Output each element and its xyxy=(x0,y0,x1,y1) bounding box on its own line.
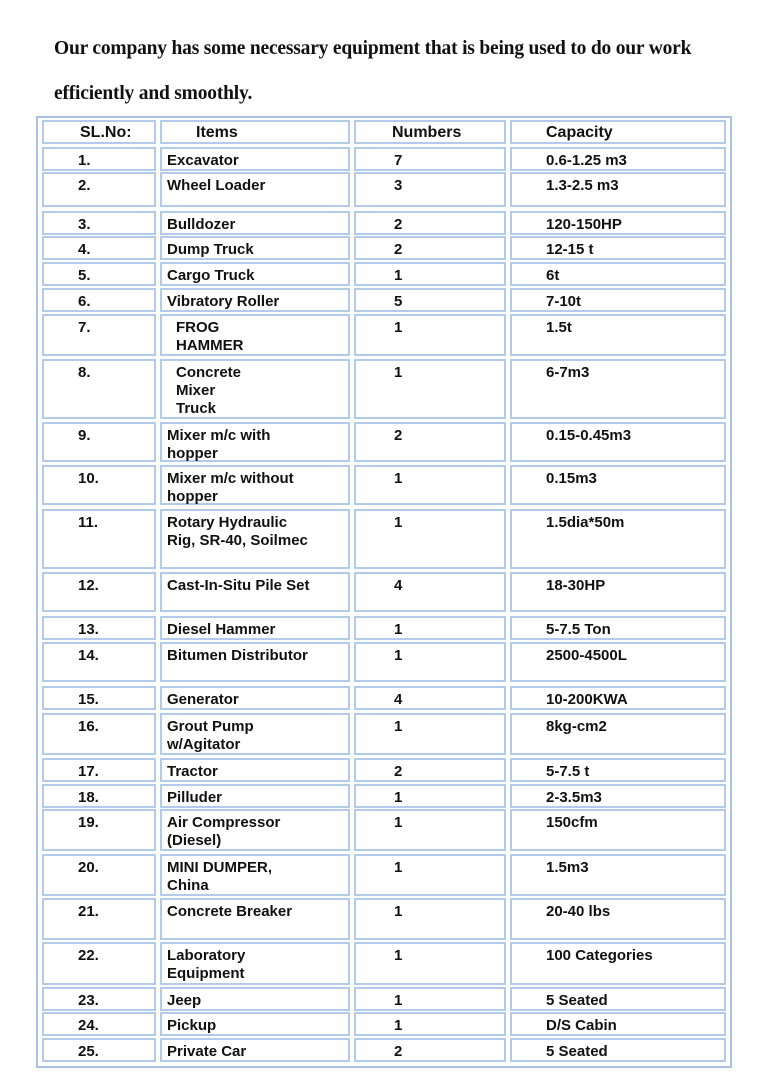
cell-capacity: 0.15m3 xyxy=(510,465,726,505)
cell-numbers: 1 xyxy=(354,713,506,755)
cell-sl: 4. xyxy=(42,236,156,260)
cell-capacity: 8kg-cm2 xyxy=(510,713,726,755)
cell-numbers: 1 xyxy=(354,898,506,940)
cell-capacity: D/S Cabin xyxy=(510,1012,726,1036)
cell-sl: 1. xyxy=(42,147,156,171)
cell-item: Wheel Loader xyxy=(160,172,350,207)
cell-sl: 24. xyxy=(42,1012,156,1036)
cell-capacity: 2-3.5m3 xyxy=(510,784,726,808)
cell-sl: 9. xyxy=(42,422,156,462)
cell-item: Diesel Hammer xyxy=(160,616,350,640)
cell-numbers: 1 xyxy=(354,809,506,851)
cell-item: Laboratory Equipment xyxy=(160,942,350,985)
cell-numbers: 1 xyxy=(354,262,506,286)
cell-sl: 7. xyxy=(42,314,156,356)
cell-capacity: 1.5t xyxy=(510,314,726,356)
cell-numbers: 7 xyxy=(354,147,506,171)
cell-capacity: 5 Seated xyxy=(510,1038,726,1062)
header-capacity: Capacity xyxy=(510,120,726,144)
cell-numbers: 2 xyxy=(354,422,506,462)
cell-capacity: 150cfm xyxy=(510,809,726,851)
cell-numbers: 1 xyxy=(354,509,506,569)
cell-numbers: 5 xyxy=(354,288,506,312)
cell-sl: 8. xyxy=(42,359,156,419)
cell-item: Tractor xyxy=(160,758,350,782)
cell-item: Dump Truck xyxy=(160,236,350,260)
header-sl: SL.No: xyxy=(42,120,156,144)
cell-item: FROG HAMMER xyxy=(160,314,350,356)
cell-capacity: 7-10t xyxy=(510,288,726,312)
cell-item: Cargo Truck xyxy=(160,262,350,286)
cell-numbers: 3 xyxy=(354,172,506,207)
cell-item: Generator xyxy=(160,686,350,710)
cell-item: Mixer m/c with hopper xyxy=(160,422,350,462)
intro-line-1: Our company has some necessary equipment that is being used to do our work xyxy=(54,38,692,59)
cell-item: Pilluder xyxy=(160,784,350,808)
cell-sl: 3. xyxy=(42,211,156,235)
cell-item: Bulldozer xyxy=(160,211,350,235)
cell-capacity: 0.6-1.25 m3 xyxy=(510,147,726,171)
cell-sl: 21. xyxy=(42,898,156,940)
cell-capacity: 0.15-0.45m3 xyxy=(510,422,726,462)
cell-item: Air Compressor (Diesel) xyxy=(160,809,350,851)
cell-sl: 25. xyxy=(42,1038,156,1062)
cell-capacity: 5-7.5 t xyxy=(510,758,726,782)
cell-item: Mixer m/c without hopper xyxy=(160,465,350,505)
cell-numbers: 1 xyxy=(354,465,506,505)
cell-numbers: 1 xyxy=(354,616,506,640)
cell-sl: 22. xyxy=(42,942,156,985)
cell-item: Concrete Breaker xyxy=(160,898,350,940)
cell-sl: 2. xyxy=(42,172,156,207)
cell-item: Grout Pump w/Agitator xyxy=(160,713,350,755)
cell-numbers: 1 xyxy=(354,314,506,356)
cell-sl: 18. xyxy=(42,784,156,808)
header-numbers: Numbers xyxy=(354,120,506,144)
cell-sl: 12. xyxy=(42,572,156,612)
header-item: Items xyxy=(160,120,350,144)
intro-line-2: efficiently and smoothly. xyxy=(54,83,253,104)
cell-numbers: 1 xyxy=(354,1012,506,1036)
cell-numbers: 2 xyxy=(354,1038,506,1062)
cell-capacity: 100 Categories xyxy=(510,942,726,985)
cell-numbers: 2 xyxy=(354,758,506,782)
cell-sl: 17. xyxy=(42,758,156,782)
cell-capacity: 5 Seated xyxy=(510,987,726,1011)
cell-capacity: 20-40 lbs xyxy=(510,898,726,940)
cell-sl: 19. xyxy=(42,809,156,851)
cell-capacity: 1.5m3 xyxy=(510,854,726,896)
cell-numbers: 4 xyxy=(354,572,506,612)
cell-numbers: 2 xyxy=(354,236,506,260)
cell-numbers: 1 xyxy=(354,784,506,808)
cell-capacity: 6-7m3 xyxy=(510,359,726,419)
cell-capacity: 2500-4500L xyxy=(510,642,726,682)
cell-item: Excavator xyxy=(160,147,350,171)
cell-numbers: 1 xyxy=(354,359,506,419)
cell-capacity: 10-200KWA xyxy=(510,686,726,710)
cell-sl: 13. xyxy=(42,616,156,640)
cell-sl: 6. xyxy=(42,288,156,312)
cell-capacity: 1.5dia*50m xyxy=(510,509,726,569)
cell-numbers: 1 xyxy=(354,942,506,985)
cell-sl: 5. xyxy=(42,262,156,286)
cell-numbers: 1 xyxy=(354,854,506,896)
cell-sl: 16. xyxy=(42,713,156,755)
cell-capacity: 12-15 t xyxy=(510,236,726,260)
cell-capacity: 6t xyxy=(510,262,726,286)
cell-capacity: 18-30HP xyxy=(510,572,726,612)
cell-sl: 20. xyxy=(42,854,156,896)
cell-sl: 10. xyxy=(42,465,156,505)
cell-numbers: 1 xyxy=(354,642,506,682)
cell-capacity: 120-150HP xyxy=(510,211,726,235)
cell-item: Cast-In-Situ Pile Set xyxy=(160,572,350,612)
cell-capacity: 1.3-2.5 m3 xyxy=(510,172,726,207)
cell-item: Concrete Mixer Truck xyxy=(160,359,350,419)
cell-item: Bitumen Distributor xyxy=(160,642,350,682)
cell-numbers: 4 xyxy=(354,686,506,710)
cell-sl: 11. xyxy=(42,509,156,569)
cell-numbers: 1 xyxy=(354,987,506,1011)
cell-capacity: 5-7.5 Ton xyxy=(510,616,726,640)
cell-item: Rotary Hydraulic Rig, SR-40, Soilmec xyxy=(160,509,350,569)
cell-item: MINI DUMPER, China xyxy=(160,854,350,896)
cell-sl: 15. xyxy=(42,686,156,710)
cell-item: Jeep xyxy=(160,987,350,1011)
cell-item: Private Car xyxy=(160,1038,350,1062)
cell-numbers: 2 xyxy=(354,211,506,235)
cell-sl: 23. xyxy=(42,987,156,1011)
cell-item: Vibratory Roller xyxy=(160,288,350,312)
cell-item: Pickup xyxy=(160,1012,350,1036)
cell-sl: 14. xyxy=(42,642,156,682)
